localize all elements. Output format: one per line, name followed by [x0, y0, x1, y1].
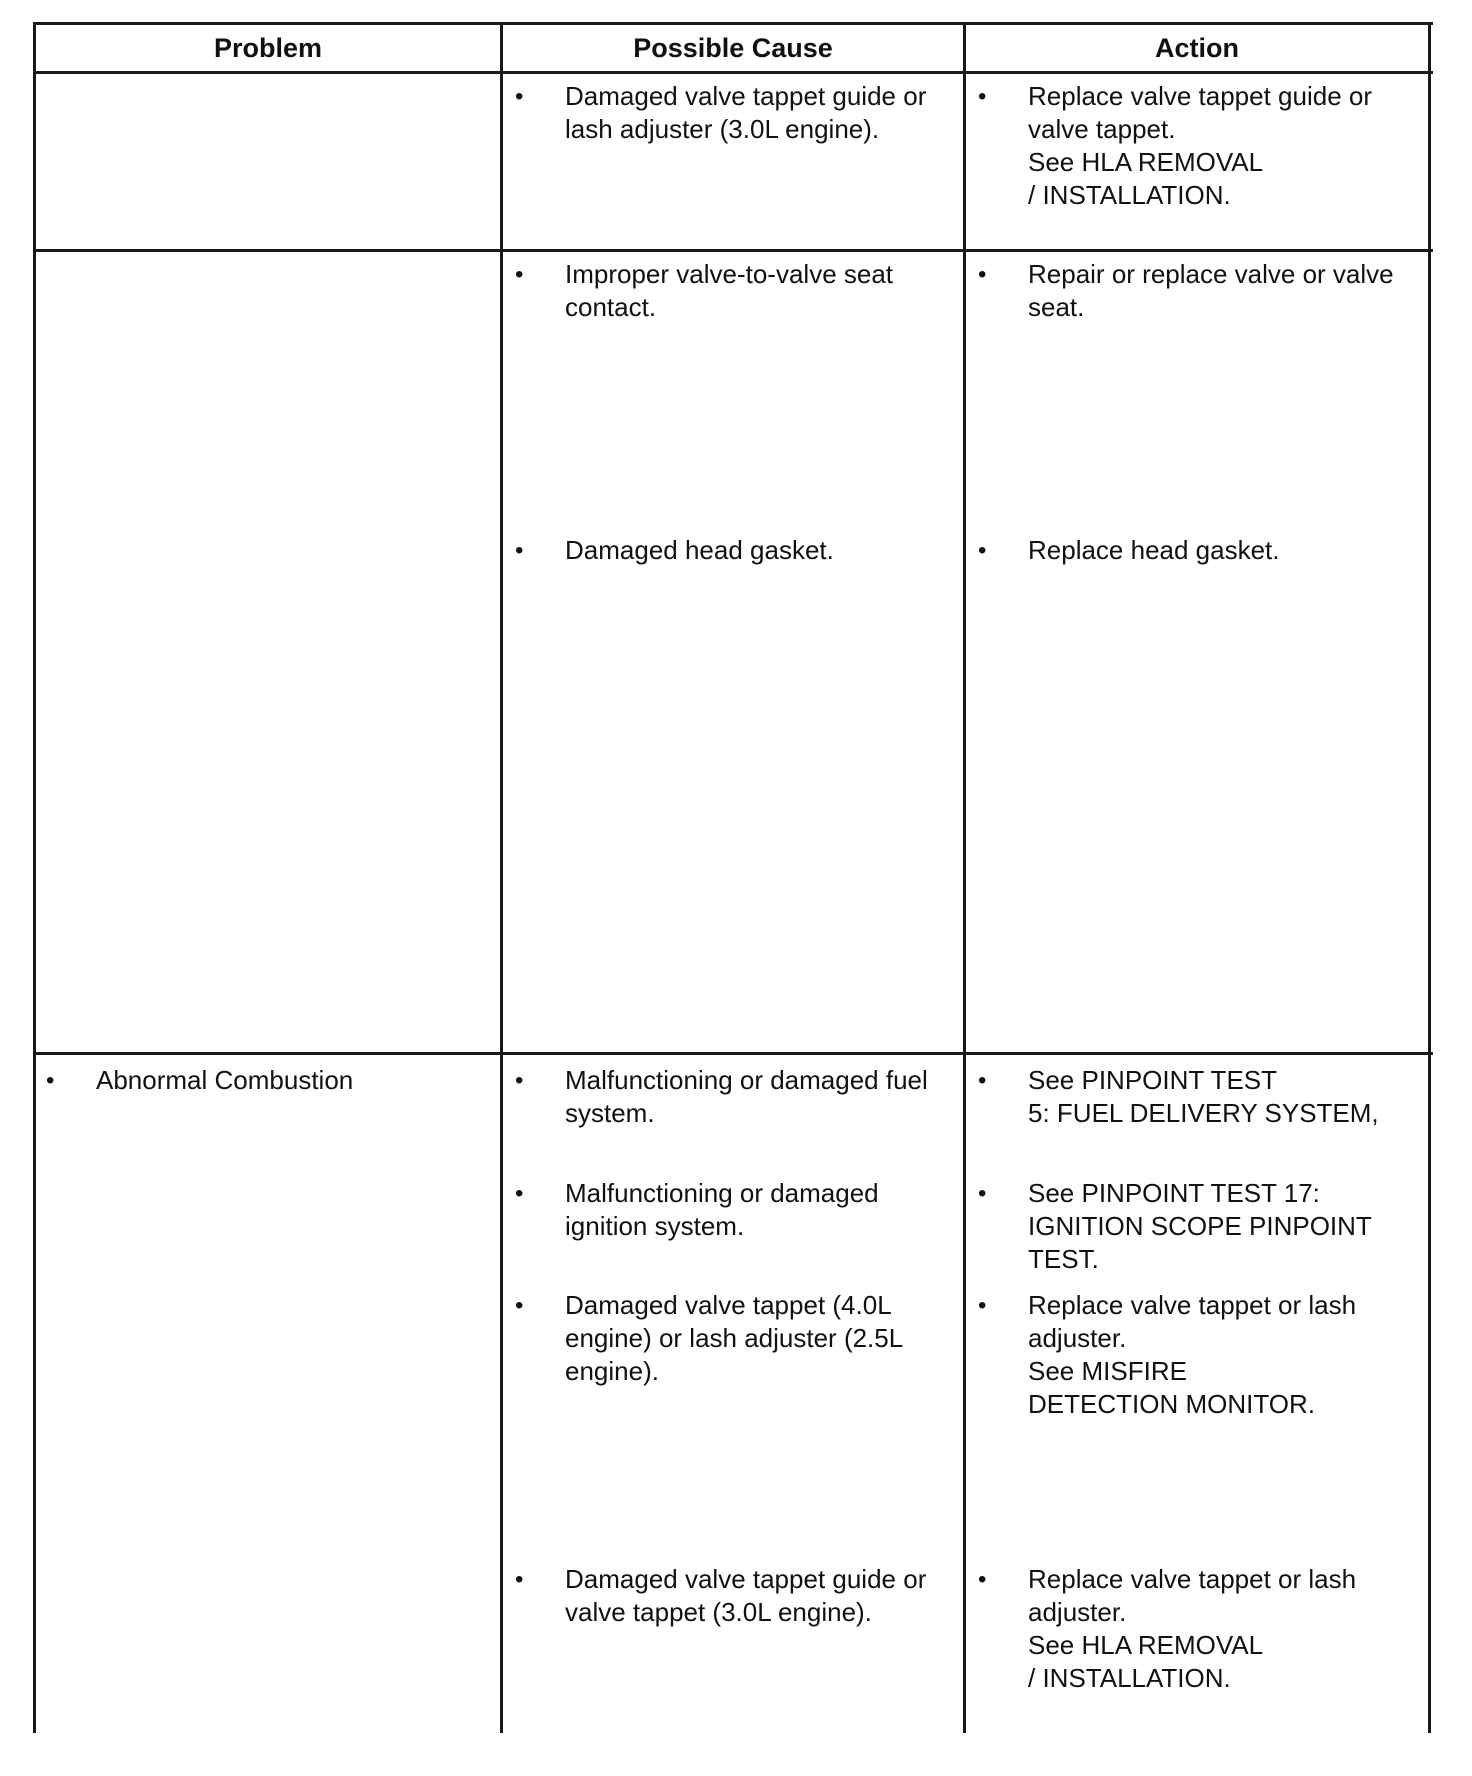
bullet-icon: • — [978, 1067, 987, 1094]
table-left-border — [33, 22, 36, 1733]
header-possible-cause: Possible Cause — [633, 32, 833, 63]
header-action: Action — [1155, 32, 1239, 63]
cause-text: Malfunctioning or damaged ignition system. — [565, 1178, 879, 1241]
table-top-border — [33, 22, 1433, 25]
bullet-icon: • — [515, 261, 524, 288]
bullet-icon: • — [515, 1180, 524, 1207]
problem-text: Abnormal Combustion — [96, 1065, 354, 1095]
bullet-icon: • — [978, 1292, 987, 1319]
row-2-bottom-border — [33, 1052, 1433, 1055]
bullet-icon: • — [978, 83, 987, 110]
bullet-icon: • — [515, 1067, 524, 1094]
cause-text: Damaged valve tappet guide or lash adjuster (3.0L engine). — [565, 81, 927, 144]
table-right-border — [1428, 22, 1431, 1733]
bullet-icon: • — [978, 1566, 987, 1593]
column-divider-problem-cause — [500, 22, 503, 1733]
cause-text: Damaged valve tappet guide or valve tappet (3.0L engine). — [565, 1564, 927, 1627]
header-problem: Problem — [213, 32, 323, 63]
bullet-icon: • — [515, 1566, 524, 1593]
cause-text: Damaged valve tappet (4.0L engine) or lash adjuster (2.5L engine). — [565, 1290, 904, 1386]
action-text: Repair or replace valve or valve seat. — [1028, 259, 1394, 322]
bullet-icon: • — [46, 1067, 55, 1094]
cause-text: Malfunctioning or damaged fuel system. — [565, 1065, 928, 1128]
action-text: Replace valve tappet or lash adjuster. See HLA REMOVAL / INSTALLATION. — [1028, 1564, 1357, 1693]
column-divider-cause-action — [963, 22, 966, 1733]
cause-text: Damaged head gasket. — [565, 535, 834, 565]
bullet-icon: • — [515, 537, 524, 564]
action-text: See PINPOINT TEST 17: IGNITION SCOPE PINPOINT TEST. — [1028, 1178, 1372, 1274]
bullet-icon: • — [978, 1180, 987, 1207]
action-text: Replace valve tappet guide or valve tappet. See HLA REMOVAL / INSTALLATION. — [1028, 81, 1373, 210]
action-text: Replace head gasket. — [1028, 535, 1280, 565]
action-text: See PINPOINT TEST 5: FUEL DELIVERY SYSTEM, — [1028, 1065, 1379, 1128]
bullet-icon: • — [515, 1292, 524, 1319]
bullet-icon: • — [978, 537, 987, 564]
action-text: Replace valve tappet or lash adjuster. See MISFIRE DETECTION MONITOR. — [1028, 1290, 1357, 1419]
row-1-bottom-border — [33, 249, 1433, 252]
header-bottom-border — [33, 71, 1433, 74]
cause-text: Improper valve-to-valve seat contact. — [565, 259, 894, 322]
bullet-icon: • — [515, 83, 524, 110]
bullet-icon: • — [978, 261, 987, 288]
